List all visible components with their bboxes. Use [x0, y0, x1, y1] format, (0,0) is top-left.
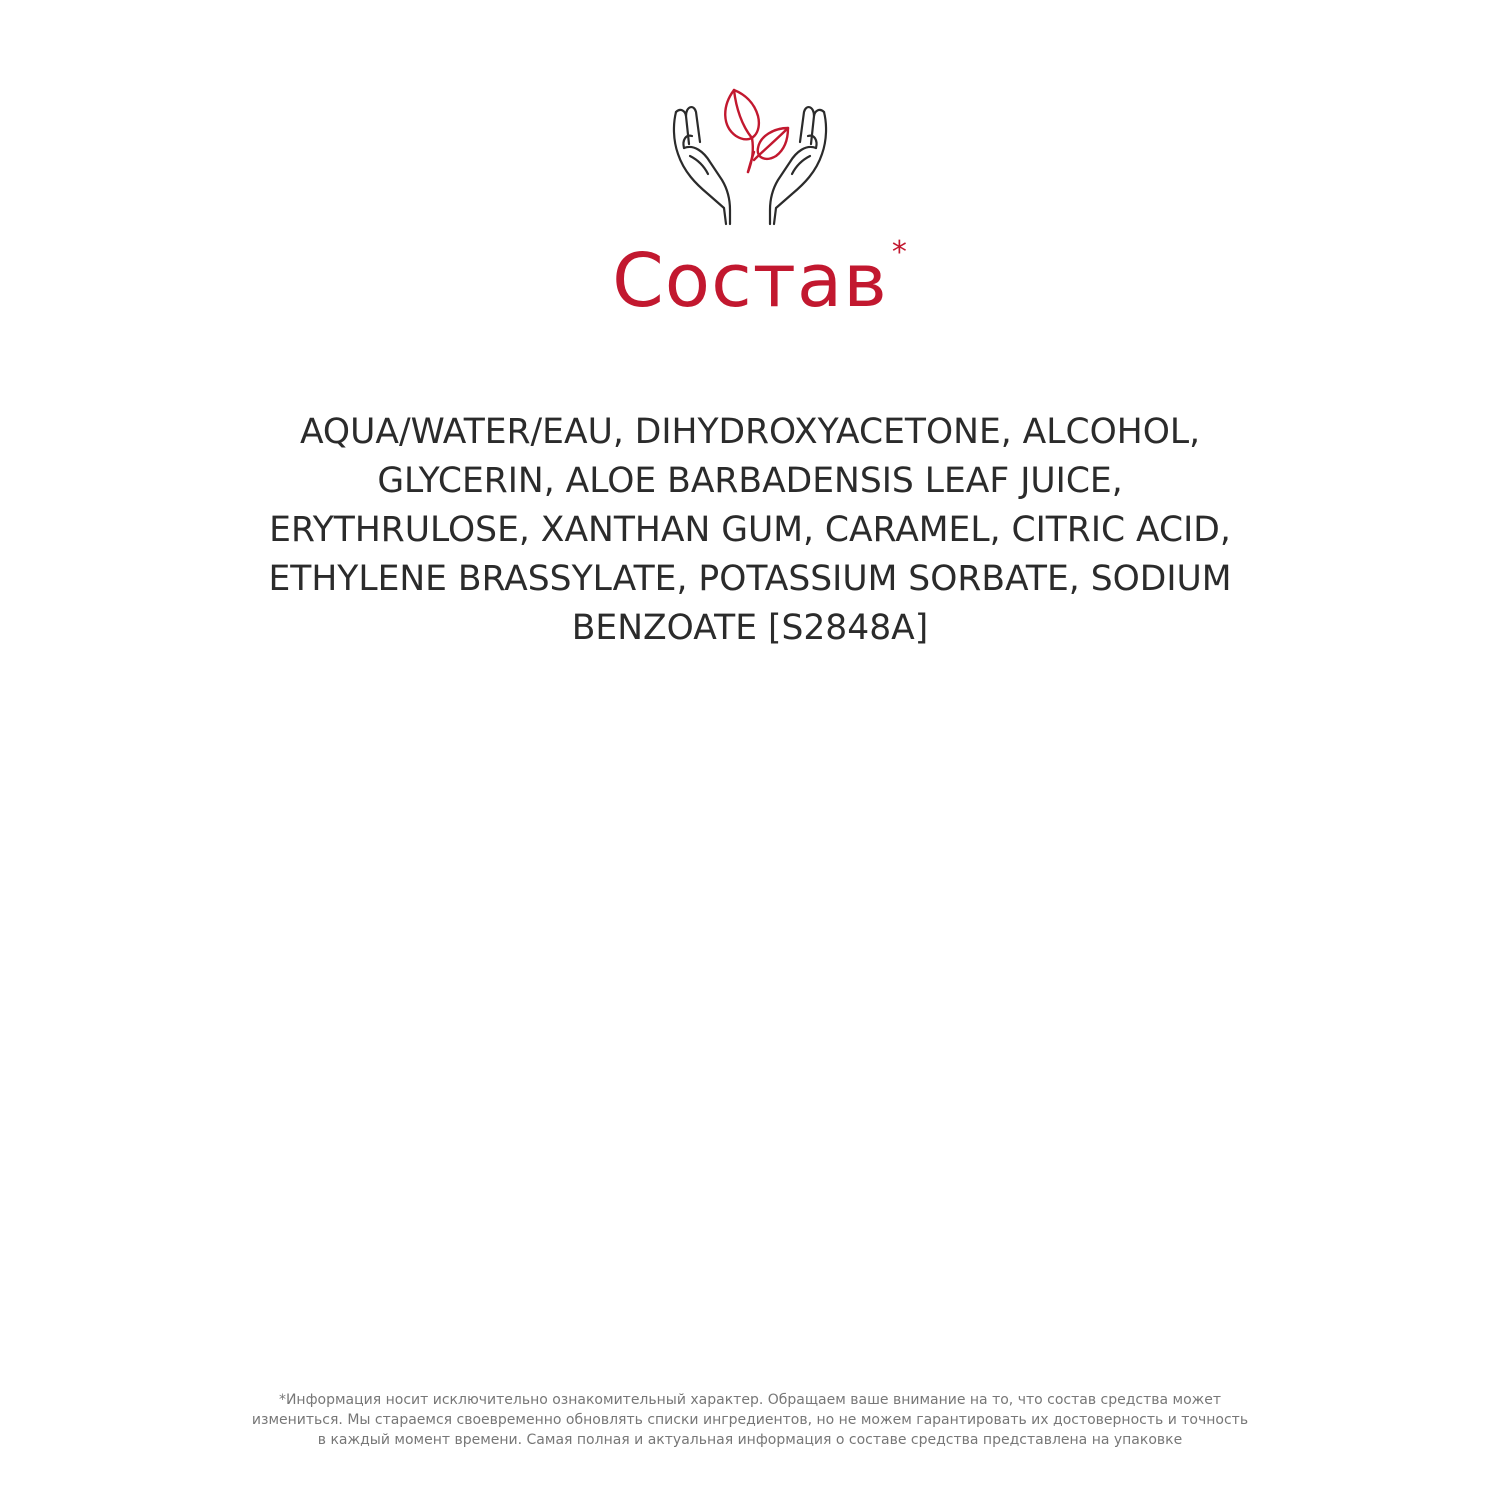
title-text: Состав: [612, 238, 888, 324]
title-footnote-mark: *: [891, 235, 908, 270]
ingredients-line: ERYTHRULOSE, XANTHAN GUM, CARAMEL, CITRIC ACID,: [269, 510, 1231, 550]
right-hand-outline: [770, 107, 826, 224]
page-title: [612, 235, 908, 326]
ingredients-line: AQUA/WATER/EAU, DIHYDROXYACETONE, ALCOHOL,: [299, 412, 1201, 452]
leaves-outline: [725, 90, 788, 172]
disclaimer-footnote: [150, 1390, 1350, 1450]
ingredients-list: [160, 408, 1340, 653]
left-hand-outline: [674, 107, 730, 224]
disclaimer-line: измениться. Мы стараемся своевременно обновлять списки ингредиентов, но не можем гарантировать их достоверность и точность: [251, 1412, 1249, 1428]
ingredients-line: BENZOATE [S2848A]: [571, 608, 929, 648]
header: [0, 236, 1500, 326]
ingredients-line: ETHYLENE BRASSYLATE, POTASSIUM SORBATE, SODIUM: [268, 559, 1232, 599]
hands-holding-leaves-icon: [670, 86, 830, 230]
disclaimer-line: в каждый момент времени. Самая полная и актуальная информация о составе средства представлена на упаковке: [317, 1432, 1183, 1448]
disclaimer-line: *Информация носит исключительно ознакомительный характер. Обращаем ваше внимание на то, что состав средства может: [278, 1392, 1222, 1408]
ingredients-line: GLYCERIN, ALOE BARBADENSIS LEAF JUICE,: [377, 461, 1123, 501]
